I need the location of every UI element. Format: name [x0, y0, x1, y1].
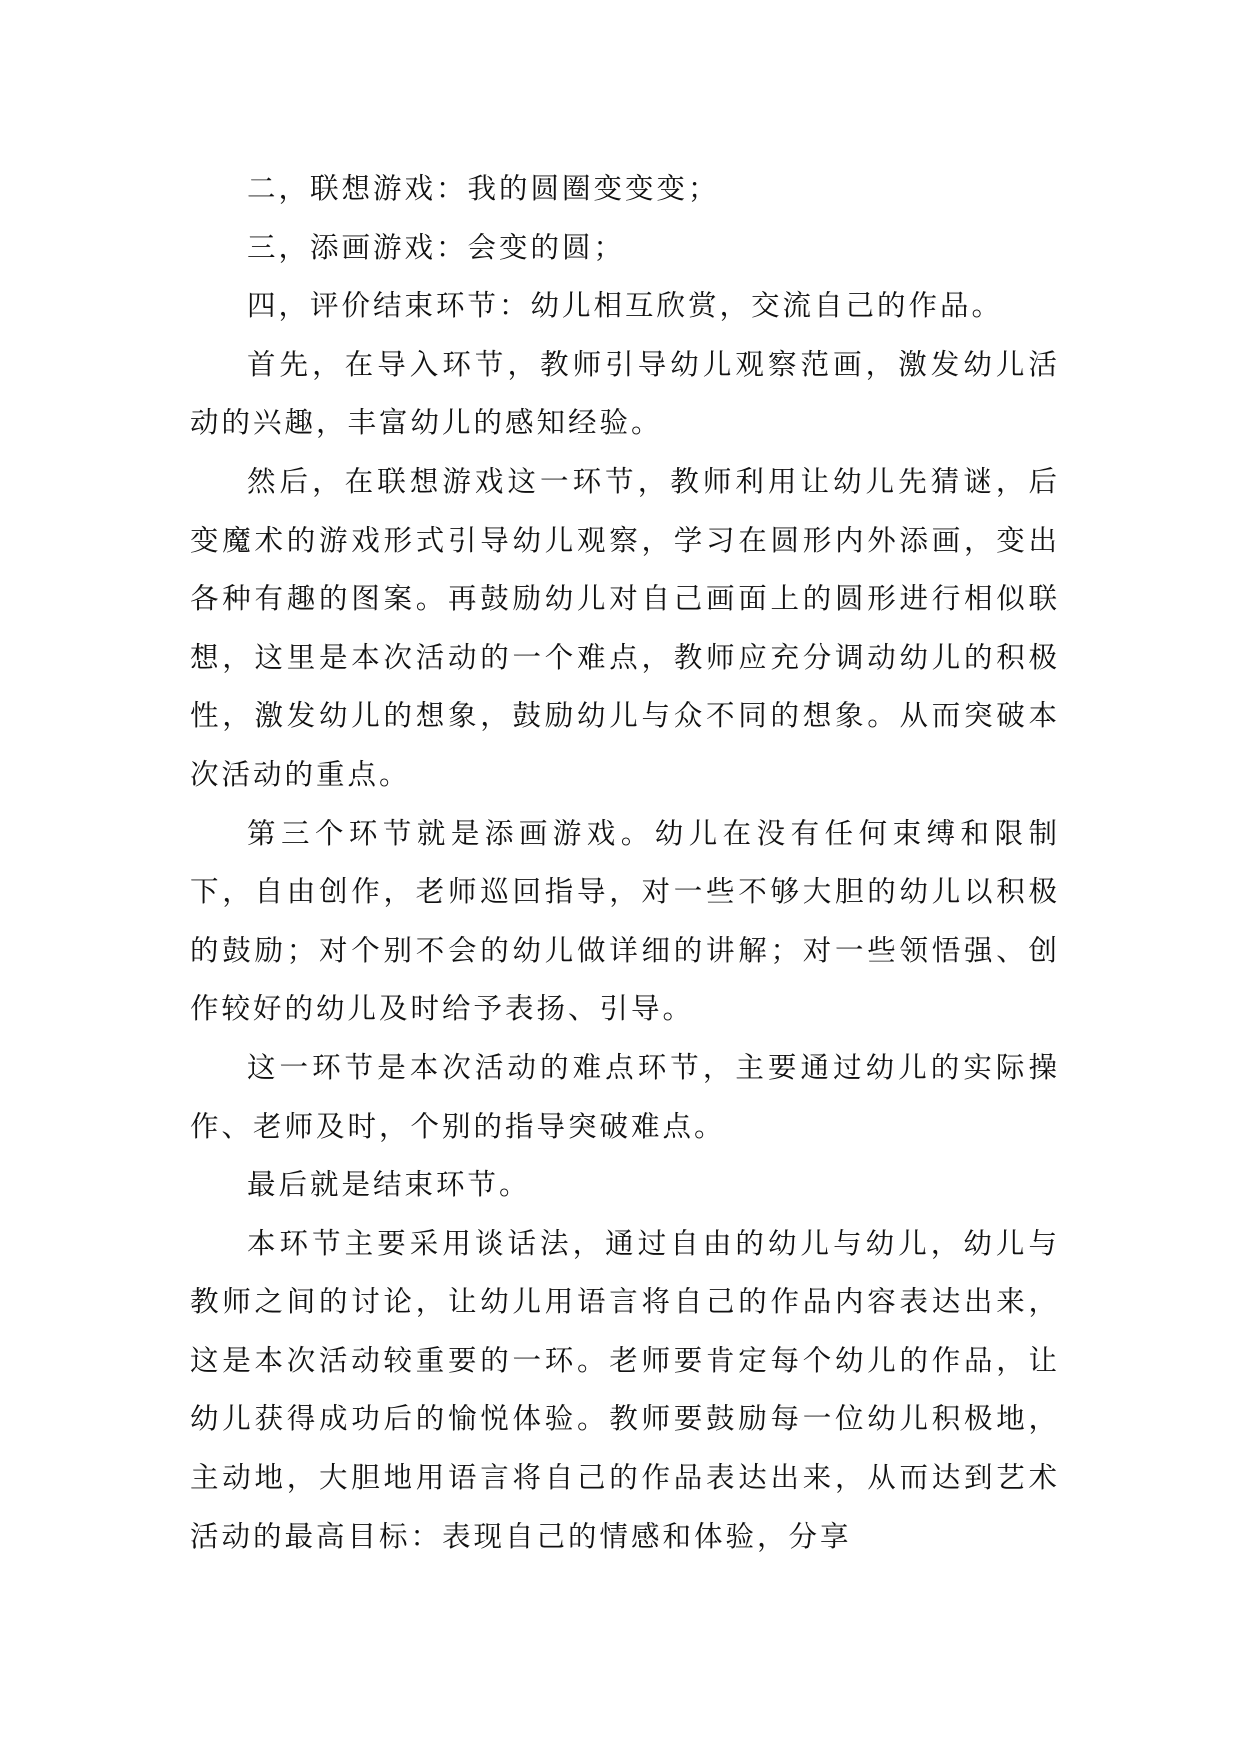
paragraph-7: 这一环节是本次活动的难点环节，主要通过幼儿的实际操作、老师及时，个别的指导突破难点。: [190, 1050, 1060, 1143]
paragraph-2: 三，添画游戏：会变的圆；: [247, 230, 626, 264]
paragraph-5: 然后，在联想游戏这一环节，教师利用让幼儿先猜谜，后变魔术的游戏形式引导幼儿观察，学习在圆形内外添画，变出各种有趣的图案。再鼓励幼儿对自己画面上的圆形进行相似联想，这里是本次活动的一个难点，教师应充分调动幼儿的积极性，激发幼儿的想象，鼓励幼儿与众不同的想象。从而突破本次活动的重点。: [190, 464, 1060, 791]
paragraph-4: 首先，在导入环节，教师引导幼儿观察范画，激发幼儿活动的兴趣，丰富幼儿的感知经验。: [190, 347, 1060, 440]
paragraph-9: 本环节主要采用谈话法，通过自由的幼儿与幼儿，幼儿与教师之间的讨论，让幼儿用语言将自己的作品内容表达出来，这是本次活动较重要的一环。老师要肯定每个幼儿的作品，让幼儿获得成功后的愉悦体验。教师要鼓励每一位幼儿积极地，主动地，大胆地用语言将自己的作品表达出来，从而达到艺术活动的最高目标：表现自己的情感和体验，分享: [190, 1226, 1060, 1553]
paragraph-1: 二，联想游戏：我的圆圈变变变；: [247, 172, 720, 205]
document-body: [190, 160, 1060, 1566]
paragraph-6: 第三个环节就是添画游戏。幼儿在没有任何束缚和限制下，自由创作，老师巡回指导，对一些不够大胆的幼儿以积极的鼓励；对个别不会的幼儿做详细的讲解；对一些领悟强、创作较好的幼儿及时给予表扬、引导。: [190, 816, 1060, 1026]
paragraph-8: 最后就是结束环节。: [247, 1168, 531, 1202]
paragraph-3: 四，评价结束环节：幼儿相互欣赏，交流自己的作品。: [247, 289, 1004, 323]
